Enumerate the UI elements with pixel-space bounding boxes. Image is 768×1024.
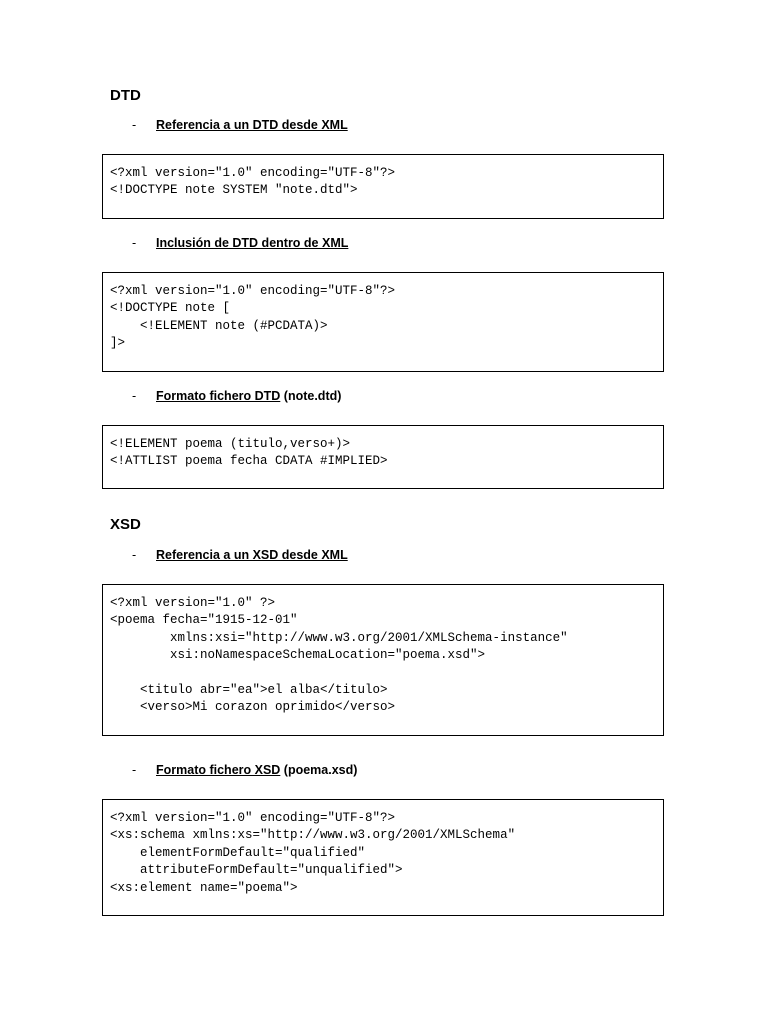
code-block-dtd-reference bbox=[102, 154, 664, 219]
code-line: <?xml version="1.0" ?> bbox=[110, 596, 276, 610]
code-line: xsi:noNamespaceSchemaLocation="poema.xsd"> bbox=[110, 648, 486, 663]
bullet-label: Formato fichero DTD bbox=[156, 389, 281, 403]
code-line: xmlns:xsi="http://www.w3.org/2001/XMLSchema-instance" bbox=[110, 630, 568, 645]
bullet-dtd-format bbox=[132, 389, 341, 403]
bullet-xsd-format bbox=[132, 763, 357, 777]
code-line bbox=[110, 665, 663, 682]
code-line: <?xml version="1.0" encoding="UTF-8"?> bbox=[110, 284, 396, 298]
bullet-dash: - bbox=[132, 236, 137, 250]
code-block-dtd-format bbox=[102, 425, 664, 489]
bullet-xsd-reference bbox=[132, 548, 348, 562]
bullet-dash: - bbox=[132, 548, 137, 562]
bullet-dash: - bbox=[132, 118, 137, 132]
code-line: <xs:element name="poema"> bbox=[110, 880, 298, 895]
bullet-dash: - bbox=[132, 389, 137, 403]
code-line: <?xml version="1.0" encoding="UTF-8"?> bbox=[110, 166, 396, 180]
code-line: <verso>Mi corazon oprimido</verso> bbox=[110, 700, 396, 715]
code-line: <!ELEMENT note (#PCDATA)> bbox=[110, 318, 328, 333]
bullet-dtd-reference bbox=[132, 118, 348, 132]
code-line: attributeFormDefault="unqualified"> bbox=[110, 863, 403, 878]
code-block-xsd-format bbox=[102, 799, 664, 916]
code-line: elementFormDefault="qualified" bbox=[110, 845, 366, 860]
bullet-dash: - bbox=[132, 763, 137, 777]
bullet-label: Inclusión de DTD dentro de XML bbox=[156, 236, 349, 250]
bullet-label: Formato fichero XSD bbox=[156, 763, 281, 777]
section-heading-dtd: DTD bbox=[110, 87, 141, 104]
bullet-label: Referencia a un DTD desde XML bbox=[156, 118, 348, 132]
code-line: <!DOCTYPE note SYSTEM "note.dtd"> bbox=[110, 183, 358, 198]
section-heading-xsd: XSD bbox=[110, 516, 141, 533]
code-block-dtd-inline bbox=[102, 272, 664, 372]
bullet-suffix: (poema.xsd) bbox=[280, 763, 358, 777]
bullet-suffix: (note.dtd) bbox=[280, 389, 342, 403]
code-line: <!ATTLIST poema fecha CDATA #IMPLIED> bbox=[110, 454, 388, 469]
bullet-dtd-inline bbox=[132, 236, 348, 250]
code-block-xsd-reference bbox=[102, 584, 664, 736]
code-line: <poema fecha="1915-12-01" bbox=[110, 613, 298, 628]
code-line: <?xml version="1.0" encoding="UTF-8"?> bbox=[110, 811, 396, 825]
code-line: <xs:schema xmlns:xs="http://www.w3.org/2001/XMLSchema" bbox=[110, 828, 516, 843]
code-line: <titulo abr="ea">el alba</titulo> bbox=[110, 682, 388, 697]
code-line: <!ELEMENT poema (titulo,verso+)> bbox=[110, 437, 351, 451]
bullet-label: Referencia a un XSD desde XML bbox=[156, 548, 348, 562]
code-line: ]> bbox=[110, 336, 126, 351]
code-line: <!DOCTYPE note [ bbox=[110, 301, 231, 316]
